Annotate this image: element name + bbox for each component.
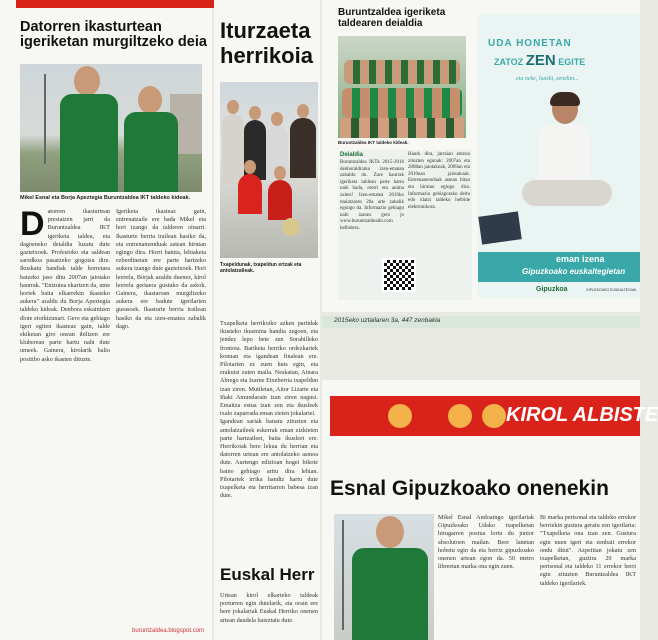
article2-photo: [220, 82, 318, 258]
ad-woman: [522, 94, 612, 234]
article4-headline: Esnal Gipuzkoako onenekin: [330, 477, 609, 500]
article2-col2-text: Igandean sariak banatu zituzten eta antolatzaileek eskerrak eman zizkieten parte hartzaileei, baita ikusleei ere. Herrikoiak bere lekua du herrian eta datorren urtean ere antolatzeko asmoa dute. Aurtengo edizioan hogei bikote baino gehiago aritu dira lehian. Pilotariek irrika handiz hartu dute txapelketa eta herritarren babesa izan dute.: [220, 418, 318, 500]
ad-line2: [494, 52, 585, 69]
info-col2: [408, 152, 470, 244]
person-left: [60, 64, 120, 192]
ad-brand2: GIPUZKOAKO EUSKALTEGIAK: [586, 288, 637, 292]
group-person-5: [238, 160, 262, 250]
article4-col1: [438, 514, 534, 638]
swimmers-row-1: [344, 60, 460, 84]
article3-headline: Buruntzaldea igeriketa taldearen deialdia: [338, 7, 446, 29]
article3-photo: [338, 36, 466, 138]
lamp-post-2: [342, 520, 344, 630]
article4-person: [352, 516, 428, 640]
article2-col1-text: Txapelketa herrikoiko azken partidak ikusteko ikusmina handia zegoen, eta jendez lepo bete zen Sorabilleko frontoia. Bariketa herriko ordezkariek konuan eta igandean finalean ere. Pilotarien ez zuen huts egin, eta erakutsi zuten maila. Neskatan, Ainara Abrego eta Izarne Etxeberria txapeldun izan ziren. Mutiletan, Aitor Lizarte eta Iñaki Amundarain izan ziren nagusi. Emaitza estua izan zen eta ikusleek txalo zaparrada eman zieten jokalariei.: [220, 320, 318, 418]
article4-col1-text: Mikel Esnal Andoaingo igerilariak Gipuzkoako Udako txapelketan hirugarren postua lortu du junior absolutoen mailan. Bere lanetan hobetu egin da eta berriz gipuzkoako onenen artean egon da. 50 metro libreetan marka ona egin zuen.: [438, 514, 534, 571]
section-banner: [330, 396, 658, 436]
swimmers-row-3: [340, 118, 464, 138]
article2-col: [220, 320, 318, 552]
group-person-6: [268, 166, 292, 256]
ad-cta2: Gipuzkoako euskaltegietan: [522, 267, 626, 276]
qr-code[interactable]: [382, 258, 416, 292]
info-box: [338, 150, 472, 300]
article4-col2: [540, 514, 636, 638]
ad-cta1: eman izena: [556, 254, 605, 264]
article2-caption: Txapeldunak, txapeldun ertzak eta antolatzaileak.: [220, 262, 302, 274]
section-banner-title: KIROL ALBISTE: [506, 404, 658, 426]
article2-next-text: Urtean kirol elkarteko taldeak porturren egin dutelarik, eta orain ere bere jokalariak Euskal Herriko onenen artean daudela baieztatu dute.: [220, 592, 318, 624]
info-box-title: Deialdia: [340, 152, 364, 158]
ad-cta-bar[interactable]: [478, 252, 640, 282]
article1-col2: [116, 208, 206, 628]
article2-headline: Iturzaeta herrikoia: [220, 18, 313, 68]
ad-line2-post: EGITE: [558, 57, 586, 67]
swimmers-row-2: [342, 88, 462, 118]
article2-next-text-col: [220, 592, 318, 632]
article1-source: buruntzaldea.blogspot.com: [132, 628, 205, 634]
article1-col1-text: atorren ikasturtean prestatzen jarri da Buruntzaldea IKT igeriketa taldea, eta dagoeneko deialdia luzatu dute gaztetxoek. Profesioko eta saldean saredkoa pasatzeko gogotsu dire. Ikuskatu handiak talde horretara batzeko jaso ditu 2007an jaiotako haurrak. "Entzutea ekartzen da, ume horiek baita elkarrekin ikasteko aukera" azaldu du Borja Apeztegia taldeko kideak. Denbora eskaintzen diote etorkizunari. Gero eta gehiago igeri egiten ikasteaz gain, talde ekiketan giro onean ibiltzen ere kluberean parte hartu nahi dute umeek. Gainera, kirolarik balio positibo asko ikasten dituzte.: [20, 208, 110, 363]
soccer-icon: [448, 404, 472, 428]
lamp-post: [44, 74, 46, 164]
cyclist-icon: [482, 404, 506, 428]
article3-caption: Buruntzaldea IKT taldeko kideak.: [338, 140, 409, 145]
article4-photo: [334, 514, 434, 640]
article4-col2-text: Bi marka pertsonal eta taldeko errekor berriekin gustura geratu zen igerilaria: "Txapelketa ona izan zen. Gustura egin nuen igeri eta zenbait errekor ondu ditut". Azpeitian jokatu zen txapelketan, guztira 29 marka pertsonal eta taldeko 11 errekor berri egin zituzten Buruntzaldea IKT taldeko igerilariek.: [540, 514, 636, 587]
runner-icon-1: [388, 404, 412, 428]
person-right: [124, 84, 180, 192]
ad-line1: UDA HONETAN: [488, 38, 572, 49]
ad-brand: Gipuzkoa: [536, 286, 568, 293]
trophy: [282, 218, 300, 236]
article1-col2-text: Igeriketa ikasteaz gain, entrenatzaile ere bada Mikel eta hori izango da talderen oinarri. Ikasturte berria irailean hasiko da, eta entrenamenduak astean hirutan egingo dira. Horri batuta, lehiaketa ezberdinetan ere parte hartzeko aukera izango dute gaztetxoek. Hori horrela, Borjak azaldu duenez, kirol horrela gertaera gustuko da askok. Gainera, ikastaroan murgiltzeko aukera ere badute igerilarien gurasoek. Ikasturte berria irailean hasiko da eta izen-ematea zabalik dago.: [116, 208, 206, 330]
ad-line2-pre: ZATOZ: [494, 57, 524, 67]
article1-headline: Datorren ikasturtean igeriketan murgiltzeko deia: [20, 19, 207, 51]
dropcap: D: [20, 205, 45, 243]
article1-photo: [20, 64, 202, 192]
ad-tagline: eta neke, haizki, zenekin...: [516, 76, 579, 82]
ad-line2-em: ZEN: [525, 52, 556, 69]
footer-bar: [322, 316, 640, 328]
info-col1-text: Buruntzaldea IKTk 2015-2016 denboraldirako izen-ematea zabaldu du. Zure haurrak igeriketa taldean parte hartu nahi badu, etorri eta anima zaitez! Izen-ematea 2016ko maiatzaren 20a arte zabalik egongo da. Informazio gehiago nahi izanez gero jo www.buruntzaldeaikt.com helbidera.: [340, 160, 404, 231]
article1-caption: Mikel Esnal eta Borja Apeztegia Buruntzaldea IKT taldeko kideak.: [20, 195, 191, 201]
article1-col1: [20, 205, 110, 636]
ad-books: [478, 211, 522, 244]
footer-bar-text: 2015eko uztailaren 3a, 447 zenbakia: [334, 317, 441, 324]
article2-next-headline: Euskal Herr: [220, 565, 315, 584]
info-col2-text: Haurk dira, jarraian entzun zituzten egunak: 2007an eta 2008an jaiotakoak, 2009an eta 2010ean jaiotakoak. Entrenamenduak astean bitan eta hirutan egingo dira. Informazio gehiagorako deitu edo idatzi taldeko helbide elektronikora.: [408, 152, 470, 210]
ad-panel[interactable]: [478, 14, 640, 298]
